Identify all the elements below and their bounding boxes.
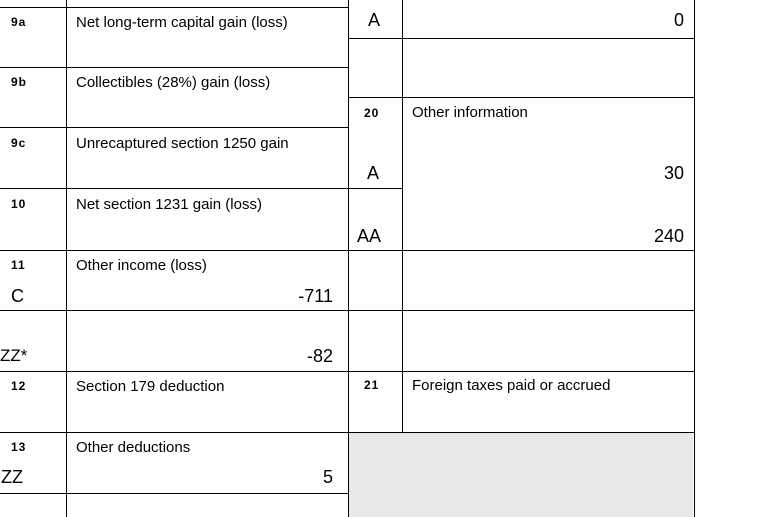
box-21-code: 21 <box>364 378 380 392</box>
rule-right-20 <box>348 97 694 98</box>
rule-right-shade <box>348 432 694 433</box>
rule-left-10 <box>0 188 348 189</box>
box-20-code: 20 <box>364 106 380 120</box>
rule-left-12 <box>0 371 348 372</box>
box-11-amount-c: -711 <box>298 286 333 306</box>
rule-right-20-a <box>348 188 402 189</box>
box-20-amount-aa: 240 <box>653 226 684 246</box>
rule-left-9b <box>0 67 348 68</box>
box-11-subcode-zz: ZZ* <box>0 346 28 365</box>
box-9c-label: Unrecaptured section 1250 gain <box>76 135 289 152</box>
box-9b-label: Collectibles (28%) gain (loss) <box>76 74 271 91</box>
box-13-code: 13 <box>11 440 27 454</box>
box-9a-code: 9a <box>11 15 27 29</box>
shaded-unused-area <box>348 433 693 517</box>
box-13-amount-zz: 5 <box>322 467 333 487</box>
box-10-label: Net section 1231 gain (loss) <box>76 196 262 213</box>
box-20-amount-a: 30 <box>663 163 684 183</box>
rule-right-blank <box>348 310 694 311</box>
box-21-label: Foreign taxes paid or accrued <box>412 377 611 394</box>
box-20-label: Other information <box>412 104 528 121</box>
box-12-label: Section 179 deduction <box>76 378 225 395</box>
divider-left-code <box>66 0 67 517</box>
box-9a-label: Net long-term capital gain (loss) <box>76 14 288 31</box>
box-20-subcode-aa: AA <box>357 226 382 246</box>
box-9c-code: 9c <box>11 136 27 150</box>
box-11-code: 11 <box>11 258 26 272</box>
rule-left-11-sub <box>0 310 348 311</box>
rule-left-top <box>0 7 348 8</box>
rule-left-bottom <box>0 493 348 494</box>
rule-left-9c <box>0 127 348 128</box>
rule-right-a <box>348 38 694 39</box>
box-20-subcode-a: A <box>367 163 380 183</box>
box-11-subcode-c: C <box>11 286 24 306</box>
box-9b-code: 9b <box>11 75 28 89</box>
rule-left-11 <box>0 250 348 251</box>
box-11-amount-zz: -82 <box>306 346 333 366</box>
box-13-subcode-zz: ZZ <box>1 467 23 487</box>
box-10-code: 10 <box>11 197 27 211</box>
box-11-label: Other income (loss) <box>76 257 207 274</box>
divider-right-edge <box>694 0 695 517</box>
rule-right-aa <box>348 250 694 251</box>
divider-right-code <box>402 0 403 433</box>
top-entry-amount: 0 <box>673 10 684 30</box>
divider-center <box>348 0 349 517</box>
rule-right-21 <box>348 371 694 372</box>
top-entry-subcode: A <box>368 10 381 30</box>
box-13-label: Other deductions <box>76 439 191 456</box>
rule-left-13 <box>0 432 348 433</box>
box-12-code: 12 <box>11 379 27 393</box>
